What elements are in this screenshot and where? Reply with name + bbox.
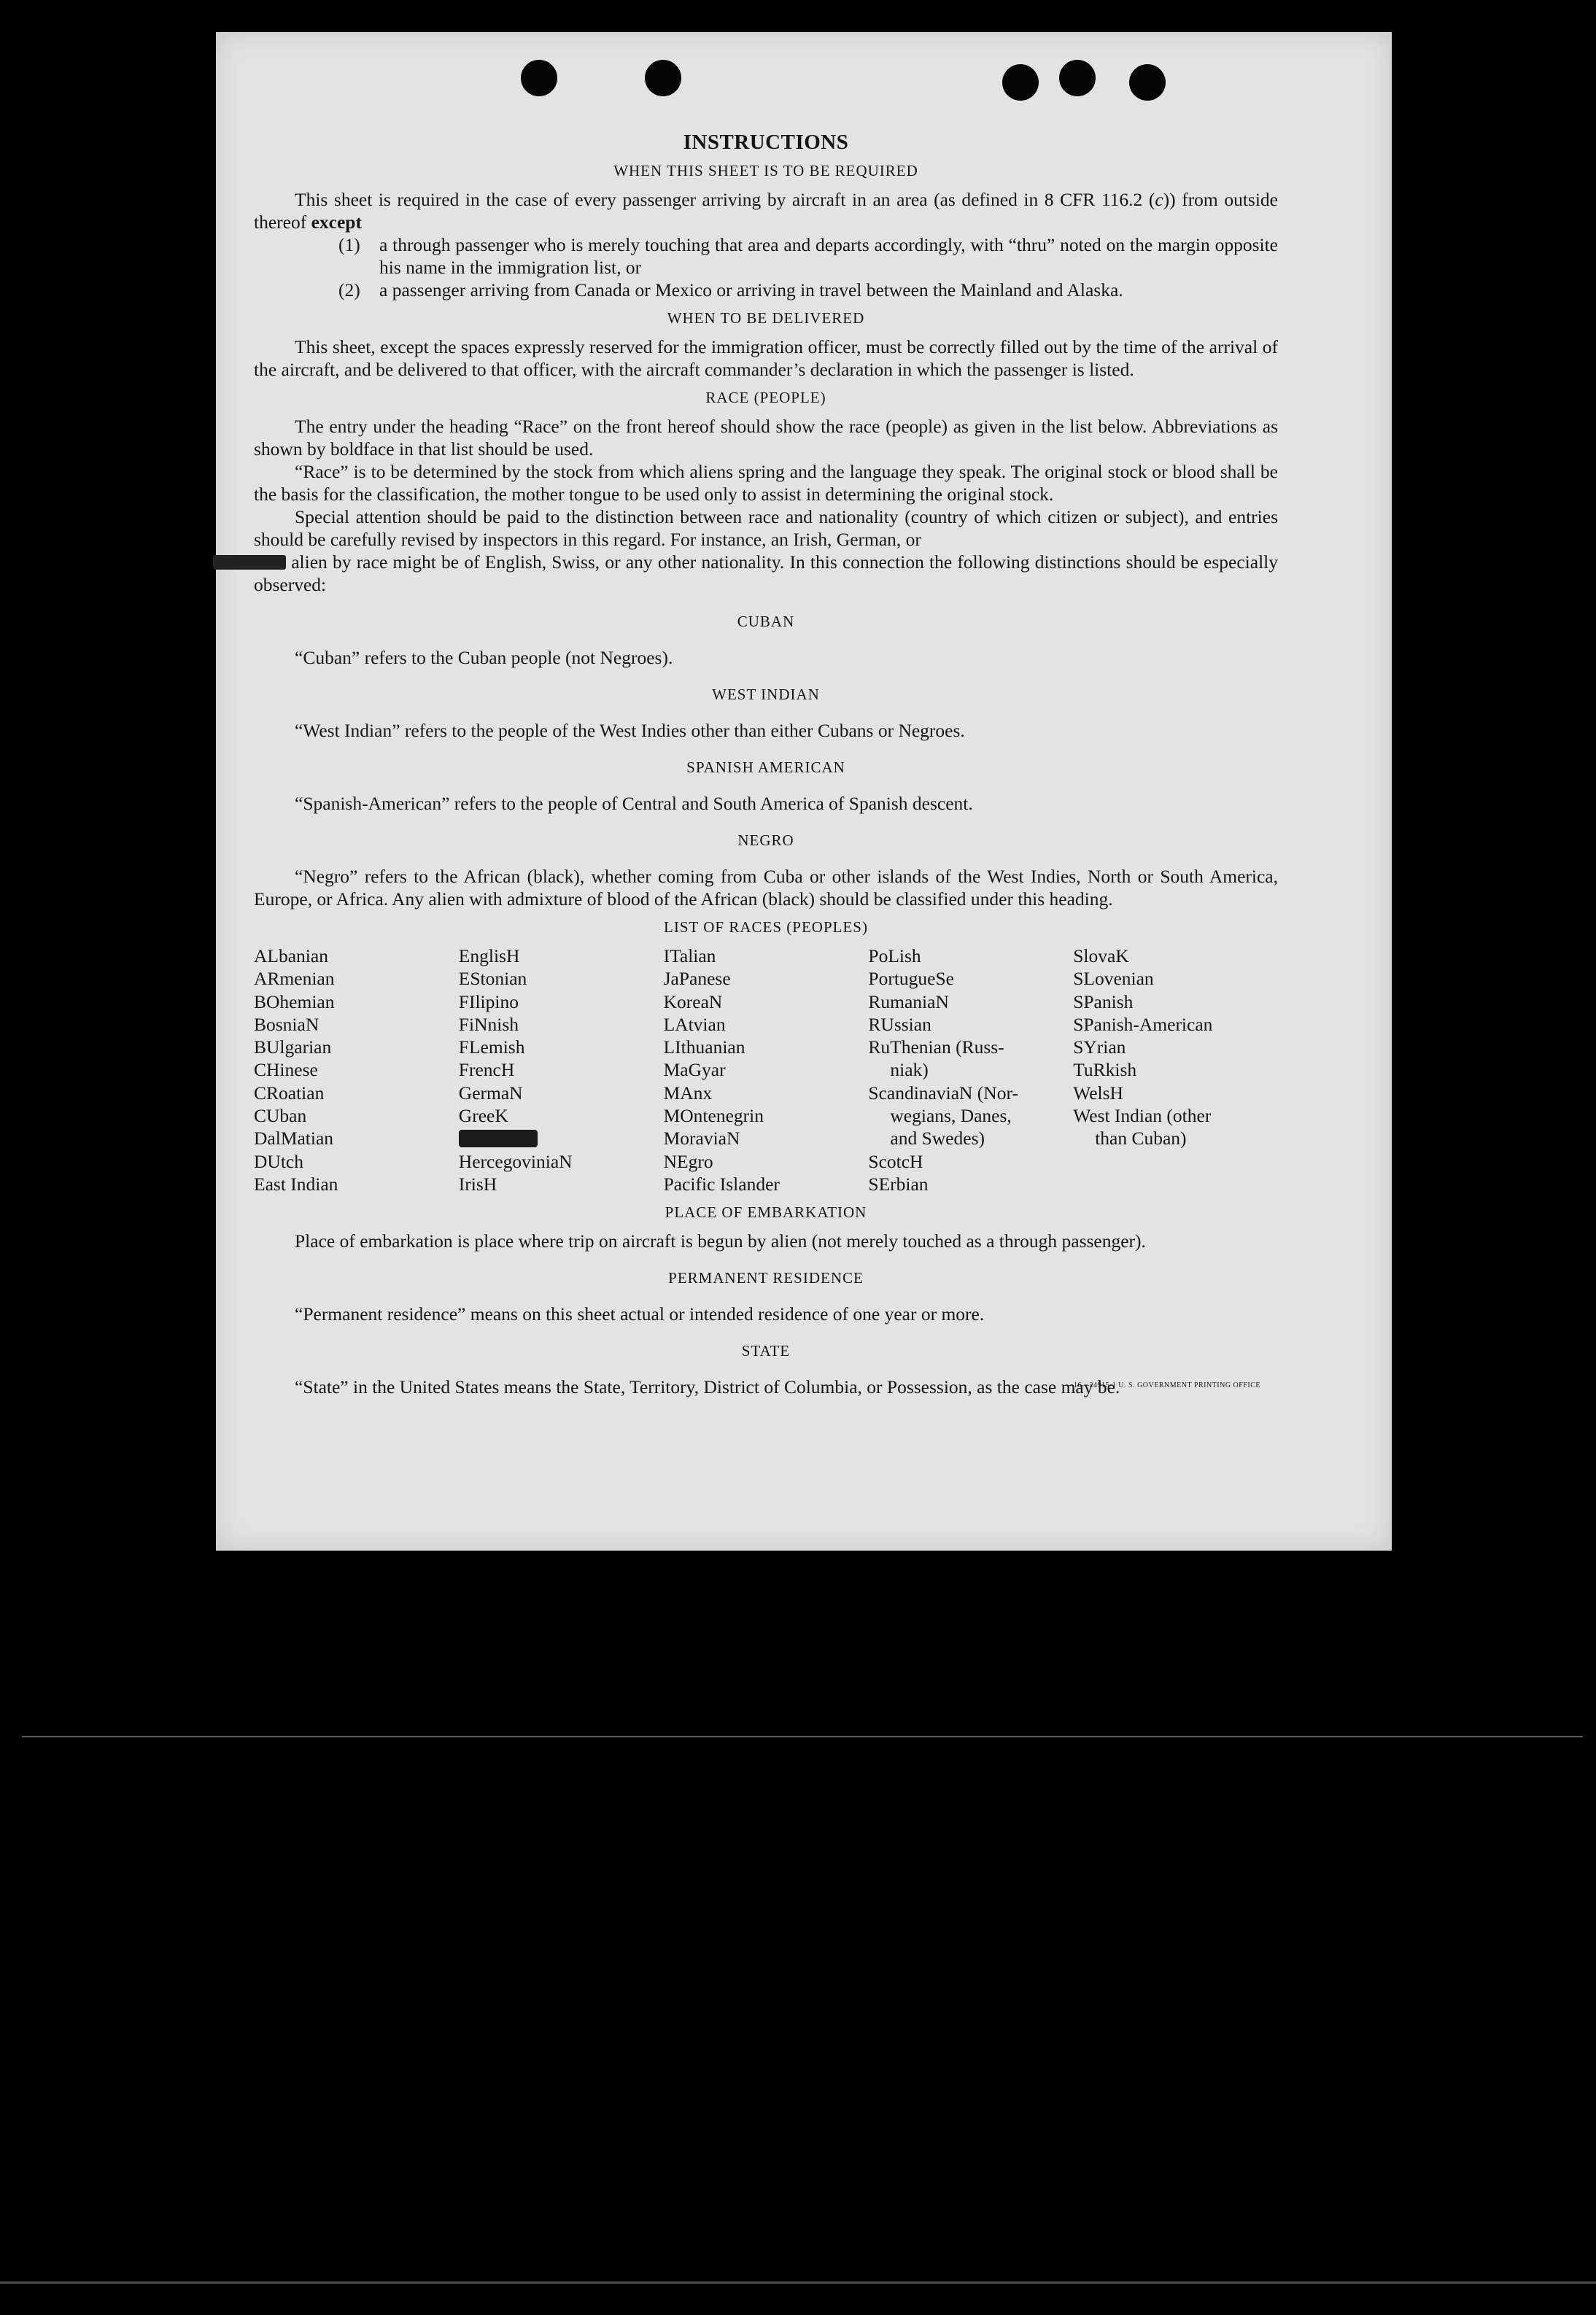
race-entry: GreeK: [458, 1105, 508, 1127]
race-entry: SlovaK: [1073, 945, 1129, 966]
race-entry: KoreaN: [663, 990, 723, 1012]
section-heading-residence: PERMANENT RESIDENCE: [668, 1269, 864, 1287]
scan-artifact-line: [0, 2281, 1596, 2284]
section-heading-race: RACE (PEOPLE): [705, 389, 826, 406]
race-entry: DUtch: [254, 1150, 303, 1172]
race-entry: FiNnish: [458, 1013, 519, 1035]
race-entry: RuThenian (Russ-: [868, 1036, 1004, 1058]
page-title: INSTRUCTIONS: [683, 131, 849, 154]
race-entry: BOhemian: [254, 990, 335, 1012]
race-entry: WelsH: [1073, 1082, 1123, 1104]
race-entry: SPanish: [1073, 990, 1134, 1012]
race-entry: ARmenian: [254, 968, 335, 990]
race-entry: CRoatian: [254, 1082, 325, 1104]
document-page: [216, 32, 1392, 1551]
races-column-1: [254, 945, 459, 1195]
race-entry: FrencH: [458, 1059, 515, 1081]
race-entry-continuation: wegians, Danes,: [890, 1105, 1012, 1127]
race-entry: NEgro: [663, 1150, 713, 1172]
race-entry: CUban: [254, 1105, 307, 1127]
paragraph-cuban: “Cuban” refers to the Cuban people (not Negroes).: [295, 647, 673, 668]
race-entry: ITalian: [663, 945, 716, 966]
race-entry: SLovenian: [1073, 968, 1154, 990]
punch-hole: [1129, 64, 1166, 101]
race-entry: PoLish: [868, 945, 921, 966]
race-entry: GermaN: [458, 1082, 523, 1104]
section-heading-negro: NEGRO: [737, 831, 794, 849]
punch-hole: [1002, 64, 1039, 101]
exception-item-2: (2) a passenger arriving from Canada or Mexico or arriving in travel between the Mainland and Alaska.: [338, 279, 1123, 300]
races-column-3: [664, 945, 869, 1195]
punch-hole: [1059, 60, 1096, 96]
race-entry: EnglisH: [458, 945, 520, 966]
printer-imprint: 16—24915-1 U. S. GOVERNMENT PRINTING OFFICE: [1073, 1381, 1260, 1390]
race-entry: FIlipino: [458, 990, 519, 1012]
section-heading-west-indian: WEST INDIAN: [712, 686, 820, 703]
race-entry: TuRkish: [1073, 1059, 1137, 1081]
section-heading-list-of-races: LIST OF RACES (PEOPLES): [664, 918, 868, 936]
scan-artifact-line: [22, 1736, 1583, 1737]
paragraph-spanish-american: “Spanish-American” refers to the people of Central and South America of Spanish descent.: [295, 793, 973, 814]
race-entry: EStonian: [458, 968, 527, 990]
race-entry: LAtvian: [663, 1013, 726, 1035]
paragraph-when-delivered: This sheet, except the spaces expressly reserved for the immigration officer, must be correctly filled out by the time of the arrival of the aircraft, and be delivered to that officer, with the aircraft commander’s declaration in which the passenger is listed.: [254, 336, 1278, 380]
section-heading-when-required: WHEN THIS SHEET IS TO BE REQUIRED: [613, 162, 918, 179]
race-entry: ALbanian: [254, 945, 328, 966]
punch-hole: [521, 60, 557, 96]
instructions-text: [254, 131, 1278, 1398]
race-entry-continuation: and Swedes): [890, 1128, 985, 1149]
section-heading-embarkation: PLACE OF EMBARKATION: [665, 1203, 867, 1222]
race-entry: SPanish-American: [1073, 1013, 1213, 1035]
race-entry: BosniaN: [254, 1013, 319, 1035]
races-list: [254, 945, 1278, 1195]
race-entry: ScotcH: [868, 1150, 923, 1172]
race-entry: RumaniaN: [868, 990, 949, 1012]
races-column-5: [1073, 945, 1278, 1195]
race-entry: ScandinaviaN (Nor-: [868, 1082, 1018, 1104]
exception-item-1: (1) a through passenger who is merely touching that area and departs accordingly, with “thru” noted on the margin opposite his name in the immigration list, or: [338, 234, 1278, 278]
race-entry: West Indian (other: [1073, 1105, 1212, 1127]
race-entry: MOntenegrin: [663, 1105, 764, 1127]
paragraph-embarkation: Place of embarkation is place where trip on aircraft is begun by alien (not merely touched as a through passenger).: [295, 1230, 1146, 1252]
race-entry: SErbian: [868, 1173, 929, 1195]
race-entry: RUssian: [868, 1013, 931, 1035]
paragraph-race-1: The entry under the heading “Race” on the front hereof should show the race (people) as given in the list below. Abbreviations as shown by boldface in that list should be used.: [254, 416, 1278, 459]
section-heading-spanish-american: SPANISH AMERICAN: [686, 759, 845, 776]
race-entry-continuation: niak): [890, 1059, 929, 1081]
section-heading-state: STATE: [741, 1342, 791, 1360]
paragraph-negro: “Negro” refers to the African (black), whether coming from Cuba or other islands of the West Indies, North or South America, Europe, or Africa. Any alien with admixture of blood of the African (black) should be classified under this heading.: [254, 866, 1278, 910]
paragraph-race-2: “Race” is to be determined by the stock from which aliens spring and the language they speak. The original stock or blood shall be the basis for the classification, the mother tongue to be used only to assist in determining the original stock.: [254, 461, 1278, 505]
race-entry: MAnx: [663, 1082, 713, 1104]
race-entry: DalMatian: [254, 1128, 334, 1149]
race-entry: FLemish: [458, 1036, 525, 1058]
race-entry: Pacific Islander: [663, 1173, 780, 1195]
punch-hole: [645, 60, 681, 96]
paragraph-west-indian: “West Indian” refers to the people of the West Indies other than either Cubans or Negroes.: [295, 720, 965, 741]
redacted-word: [459, 1130, 538, 1147]
section-heading-cuban: CUBAN: [737, 613, 795, 630]
race-entry: JaPanese: [663, 968, 731, 990]
races-column-4: [868, 945, 1073, 1195]
race-entry: MaGyar: [663, 1059, 726, 1081]
race-entry: PortugueSe: [868, 968, 954, 990]
race-entry: CHinese: [254, 1059, 318, 1081]
paragraph-residence: “Permanent residence” means on this sheet actual or intended residence of one year or more.: [295, 1303, 985, 1325]
race-entry-redacted: [459, 1127, 664, 1149]
race-entry: LIthuanian: [663, 1036, 745, 1058]
race-entry: East Indian: [254, 1173, 338, 1195]
paragraph-race-3: Special attention should be paid to the distinction between race and nationality (country of which citizen or subject), and entries should be carefully revised by inspectors in this regard. For instance, an Irish, German, or alien by race might be of English, Swiss, or any other nationality. In this connection the following distinctions should be especially observed:: [254, 505, 1278, 596]
paragraph-when-required: This sheet is required in the case of every passenger arriving by aircraft in an area (as defined in 8 CFR 116.2 (c)) from outside thereof except: [254, 189, 1278, 233]
race-entry: MoraviaN: [663, 1128, 740, 1149]
race-entry: IrisH: [458, 1173, 497, 1195]
redacted-word: [213, 555, 286, 570]
races-column-2: [459, 945, 664, 1195]
race-entry-continuation: than Cuban): [1095, 1128, 1187, 1149]
paragraph-state: “State” in the United States means the State, Territory, District of Columbia, or Possession, as the case may be.: [295, 1376, 1120, 1398]
section-heading-when-delivered: WHEN TO BE DELIVERED: [667, 309, 865, 327]
state-paragraph-block: [254, 1376, 1278, 1398]
race-entry: BUlgarian: [254, 1036, 332, 1058]
race-entry: HercegoviniaN: [458, 1150, 573, 1172]
race-entry: SYrian: [1073, 1036, 1126, 1058]
